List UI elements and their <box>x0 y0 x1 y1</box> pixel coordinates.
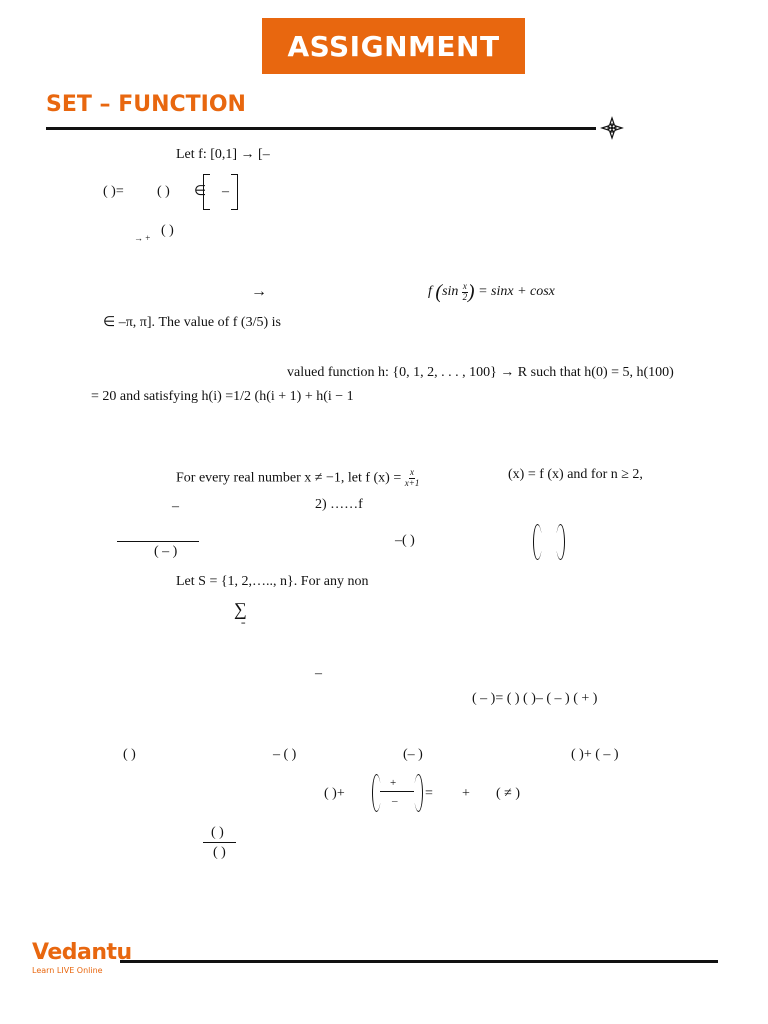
fraction-bar <box>117 541 199 542</box>
paren <box>372 774 381 812</box>
limit-subscript: → + <box>134 233 151 243</box>
q1-fragment: ( ) <box>161 223 174 238</box>
paren <box>414 774 423 812</box>
paren <box>533 524 542 560</box>
q3-text: valued function h: {0, 1, 2, . . . , 100} → R such that h(0) = 5, h(100) <box>287 365 674 380</box>
fraction-bar <box>380 791 414 792</box>
bracket <box>231 174 238 210</box>
q7-fraction-den: – <box>392 795 398 807</box>
q7-fragment: ( )+ <box>324 786 345 801</box>
q1-fragment: ( ) <box>157 184 170 199</box>
q6-equation: ( – )= ( ) ( )– ( – ) ( + ) <box>472 691 598 706</box>
option-c: (– ) <box>403 747 423 762</box>
q7-fraction-num: + <box>390 777 397 789</box>
q4-fragment: ( – ) <box>154 544 178 559</box>
option-a: ( ) <box>123 747 136 762</box>
q1-fragment: ∈ <box>194 184 207 199</box>
assignment-banner: ASSIGNMENT <box>262 18 525 74</box>
fraction-bar <box>203 842 236 843</box>
ornament-icon <box>600 116 624 140</box>
paren <box>556 524 565 560</box>
title-divider <box>46 127 596 130</box>
q4-text: For every real number x ≠ −1, let f (x) = $\frac{x}{x+1}$ <box>176 467 420 488</box>
q8-fraction-num: ( ) <box>211 825 224 840</box>
q7-fragment: + <box>462 786 470 801</box>
q1-fragment: ( )= <box>103 184 124 199</box>
q5-fragment: – <box>315 666 322 681</box>
q7-fragment: = <box>425 786 433 801</box>
q3-text: = 20 and satisfying h(i) =1/2 (h(i + 1) + h(i − 1 <box>91 389 354 404</box>
q4-fragment: 2) ……f <box>315 497 363 512</box>
q4-fragment: – <box>172 499 179 514</box>
q1-fragment: – <box>222 184 229 199</box>
option-b: – ( ) <box>273 747 297 762</box>
vedantu-logo: Vedantu Learn LIVE Online <box>32 940 132 975</box>
sum-subscript: = <box>241 619 246 628</box>
q2-text: ∈ –π, π]. The value of f (3/5) is <box>103 315 281 330</box>
q5-text: Let S = {1, 2,….., n}. For any non <box>176 574 369 589</box>
footer-divider <box>120 960 718 963</box>
q4-fragment: –( ) <box>395 533 415 548</box>
sum-symbol: ∑ <box>234 599 247 619</box>
q7-fragment: ( ≠ ) <box>496 786 521 801</box>
section-title: SET – FUNCTION <box>46 92 246 117</box>
q2-equation: f (sin $\frac{x}{2}$ ) = sinx + cosx <box>428 280 555 303</box>
option-d: ( )+ ( – ) <box>571 747 619 762</box>
q4-text: (x) = f (x) and for n ≥ 2, <box>508 467 643 482</box>
bracket <box>203 174 210 210</box>
arrow-symbol: → <box>251 283 267 300</box>
q8-fraction-den: ( ) <box>213 845 226 860</box>
q1-intro: Let f: [0,1] → [– <box>176 147 270 162</box>
